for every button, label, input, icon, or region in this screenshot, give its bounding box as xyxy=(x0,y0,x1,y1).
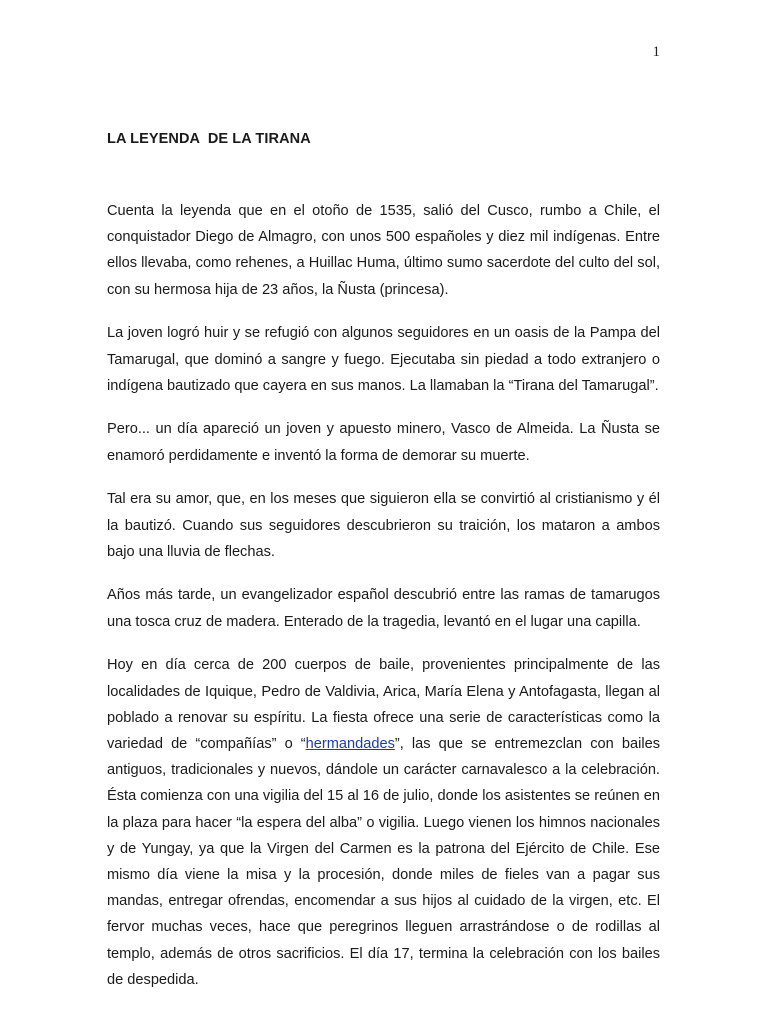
paragraph-6-text-before-link: Hoy en día cerca de 200 cuerpos de baile, provenientes principalmente de las localidades de Iquique, Pedro de Valdivia, Arica, María Elena y Antofagasta, llegan al poblado a renovar su espíritu. La fiesta ofrece una serie de características como la variedad de “compañías” o “ xyxy=(107,657,660,752)
paragraph-1: Cuenta la leyenda que en el otoño de 1535, salió del Cusco, rumbo a Chile, el conquistador Diego de Almagro, con unos 500 españoles y diez mil indígenas. Entre ellos llevaba, como rehenes, a Huillac Huma, último sumo sacerdote del culto del sol, con su hermosa hija de 23 años, la Ñusta (princesa). xyxy=(107,203,660,298)
paragraph-3: Pero... un día apareció un joven y apuesto minero, Vasco de Almeida. La Ñusta se enamoró perdidamente e inventó la forma de demorar su muerte. xyxy=(107,421,660,464)
hermandades-link[interactable]: hermandades xyxy=(305,735,395,752)
paragraph-5: Años más tarde, un evangelizador español descubrió entre las ramas de tamarugos una tosca cruz de madera. Enterado de la tragedia, levantó en el lugar una capilla. xyxy=(107,587,660,630)
paragraph-6-text-after-link: ”, las que se entremezclan con bailes antiguos, tradicionales y nuevos, dándole un carácter carnavalesco a la celebración. Ésta comienza con una vigilia del 15 al 16 de julio, donde los asistentes se reúnen en la plaza para hacer “la espera del alba” o vigilia. Luego vienen los himnos nacionales y de Yungay, ya que la Virgen del Carmen es la patrona del Ejército de Chile. Ese mismo día viene la misa y la procesión, donde miles de fieles van a pagar sus mandas, entregar ofrendas, encomendar a sus hijos al cuidado de la virgen, etc. El fervor muchas veces, hace que peregrinos lleguen arrastrándose o de rodillas al templo, además de otros sacrificios. El día 17, termina la celebración con los bailes de despedida. xyxy=(107,735,660,988)
paragraph-2: La joven logró huir y se refugió con algunos seguidores en un oasis de la Pampa del Tamarugal, que dominó a sangre y fuego. Ejecutaba sin piedad a todo extranjero o indígena bautizado que cayera en sus manos. La llamaban la “Tirana del Tamarugal”. xyxy=(107,325,660,394)
paragraph-4: Tal era su amor, que, en los meses que siguieron ella se convirtió al cristianismo y él la bautizó. Cuando sus seguidores descubrieron su traición, los mataron a ambos bajo una lluvia de flechas. xyxy=(107,491,660,560)
paragraph-6 xyxy=(107,652,660,993)
page-number: 1 xyxy=(652,44,660,60)
document-title: LA LEYENDA DE LA TIRANA xyxy=(107,131,311,147)
document-body xyxy=(107,198,660,1010)
